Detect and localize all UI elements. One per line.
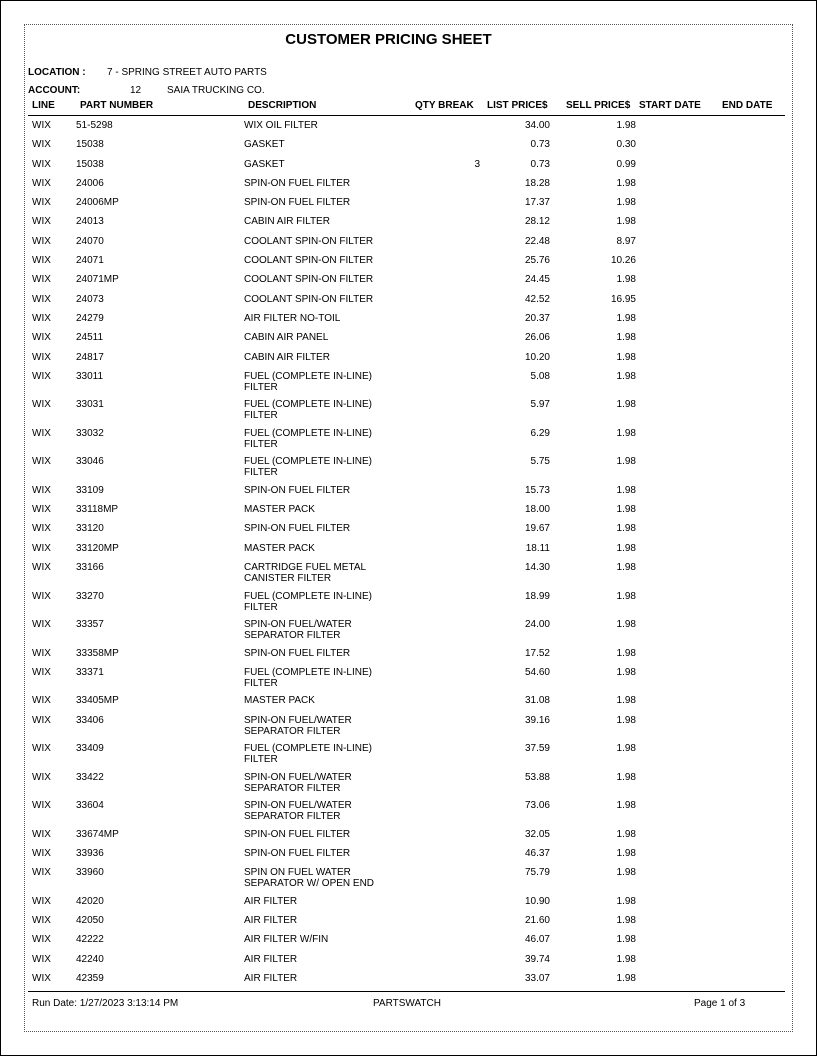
account-label: ACCOUNT:: [28, 85, 81, 96]
page-number: Page 1 of 3: [694, 998, 746, 1009]
cell-line: WIX: [32, 427, 51, 439]
cell-part-number: 33604: [76, 800, 104, 812]
cell-list-price: 32.05: [524, 828, 550, 840]
table-row: [0, 313, 817, 332]
cell-list-price: 10.90: [524, 895, 550, 907]
cell-sell-price: 16.95: [610, 293, 636, 305]
cell-list-price: 31.08: [524, 695, 550, 707]
table-row: [0, 915, 817, 934]
cell-part-number: 15038: [76, 158, 104, 170]
cell-part-number: 33046: [76, 456, 104, 468]
cell-sell-price: 1.98: [616, 504, 636, 516]
run-date: Run Date: 1/27/2023 3:13:14 PM: [32, 998, 179, 1009]
table-row: [0, 954, 817, 973]
cell-line: WIX: [32, 255, 51, 267]
cell-sell-price: 1.98: [616, 743, 636, 755]
cell-sell-price: 1.98: [616, 771, 636, 783]
cell-line: WIX: [32, 312, 51, 324]
cell-list-price: 5.75: [530, 456, 550, 468]
table-row: [0, 772, 817, 801]
table-row: [0, 619, 817, 648]
cell-description: MASTER PACK: [244, 504, 315, 516]
cell-description: FUEL (COMPLETE IN-LINE) FILTER: [244, 427, 372, 450]
cell-line: WIX: [32, 484, 51, 496]
cell-line: WIX: [32, 771, 51, 783]
table-row: [0, 428, 817, 457]
cell-line: WIX: [32, 456, 51, 468]
cell-line: WIX: [32, 293, 51, 305]
cell-line: WIX: [32, 523, 51, 535]
cell-part-number: 33405MP: [76, 695, 119, 707]
table-row: [0, 456, 817, 485]
cell-qty-break: 3: [474, 158, 480, 170]
cell-sell-price: 1.98: [616, 120, 636, 131]
cell-line: WIX: [32, 915, 51, 927]
cell-list-price: 34.00: [524, 120, 550, 131]
cell-part-number: 24071: [76, 255, 104, 267]
cell-description: WIX OIL FILTER: [244, 120, 318, 131]
cell-part-number: 24013: [76, 216, 104, 228]
cell-sell-price: 1.98: [616, 351, 636, 363]
cell-description: CABIN AIR FILTER: [244, 351, 330, 363]
cell-line: WIX: [32, 895, 51, 907]
cell-part-number: 15038: [76, 139, 104, 151]
cell-description: FUEL (COMPLETE IN-LINE) FILTER: [244, 399, 372, 422]
footer-divider: [28, 991, 785, 992]
cell-description: AIR FILTER: [244, 953, 298, 965]
cell-part-number: 51-5298: [76, 120, 113, 131]
cell-description: SPIN ON FUEL WATER SEPARATOR W/ OPEN END: [244, 867, 375, 890]
table-row: [0, 294, 817, 313]
cell-list-price: 21.60: [524, 915, 550, 927]
cell-sell-price: 1.98: [616, 666, 636, 678]
cell-sell-price: 0.30: [616, 139, 636, 151]
cell-line: WIX: [32, 695, 51, 707]
cell-description: SPIN-ON FUEL/WATER SEPARATOR FILTER: [244, 714, 352, 737]
cell-line: WIX: [32, 504, 51, 516]
cell-line: WIX: [32, 647, 51, 659]
header-divider: [28, 115, 785, 116]
cell-description: CABIN AIR PANEL: [244, 332, 329, 344]
cell-part-number: 33406: [76, 714, 104, 726]
cell-part-number: 33357: [76, 619, 104, 631]
cell-list-price: 18.11: [525, 542, 550, 554]
table-row: [0, 867, 817, 896]
cell-line: WIX: [32, 399, 51, 411]
cell-sell-price: 1.98: [616, 332, 636, 344]
cell-description: SPIN-ON FUEL/WATER SEPARATOR FILTER: [244, 771, 352, 794]
cell-line: WIX: [32, 120, 51, 131]
cell-list-price: 75.79: [524, 867, 550, 879]
col-header-end-date: END DATE: [722, 100, 773, 111]
cell-line: WIX: [32, 351, 51, 363]
cell-list-price: 22.48: [524, 235, 550, 247]
cell-line: WIX: [32, 934, 51, 946]
cell-description: COOLANT SPIN-ON FILTER: [244, 274, 374, 286]
table-row: [0, 523, 817, 542]
table-row: [0, 236, 817, 255]
cell-description: MASTER PACK: [244, 542, 315, 554]
cell-sell-price: 1.98: [616, 197, 636, 209]
cell-line: WIX: [32, 139, 51, 151]
cell-description: SPIN-ON FUEL FILTER: [244, 177, 351, 189]
table-row: [0, 255, 817, 274]
cell-sell-price: 1.98: [616, 619, 636, 631]
cell-list-price: 5.97: [530, 399, 550, 411]
location-label: LOCATION :: [28, 67, 86, 78]
cell-part-number: 33120: [76, 523, 104, 535]
cell-description: CABIN AIR FILTER: [244, 216, 330, 228]
cell-list-price: 10.20: [524, 351, 550, 363]
cell-line: WIX: [32, 590, 51, 602]
cell-sell-price: 1.98: [616, 590, 636, 602]
cell-list-price: 5.08: [530, 370, 550, 382]
cell-list-price: 17.52: [524, 647, 550, 659]
table-row: [0, 485, 817, 504]
cell-part-number: 33936: [76, 847, 104, 859]
cell-list-price: 14.30: [524, 562, 550, 574]
cell-line: WIX: [32, 953, 51, 965]
cell-description: FUEL (COMPLETE IN-LINE) FILTER: [244, 590, 372, 613]
cell-part-number: 33422: [76, 771, 104, 783]
table-row: [0, 159, 817, 178]
cell-sell-price: 1.98: [616, 647, 636, 659]
cell-part-number: 33011: [76, 370, 104, 382]
cell-list-price: 20.37: [524, 312, 550, 324]
cell-list-price: 24.45: [524, 274, 550, 286]
cell-description: SPIN-ON FUEL FILTER: [244, 828, 351, 840]
cell-list-price: 73.06: [524, 800, 550, 812]
cell-line: WIX: [32, 800, 51, 812]
cell-list-price: 53.88: [524, 771, 550, 783]
cell-list-price: 18.00: [524, 504, 550, 516]
account-name: SAIA TRUCKING CO.: [167, 85, 265, 96]
table-row: [0, 371, 817, 400]
cell-line: WIX: [32, 216, 51, 228]
table-row: [0, 216, 817, 235]
table-row: [0, 591, 817, 620]
table-row: [0, 197, 817, 216]
cell-part-number: 42240: [76, 953, 104, 965]
footer-center-label: PARTSWATCH: [373, 998, 441, 1009]
table-row: [0, 829, 817, 848]
cell-line: WIX: [32, 274, 51, 286]
table-row: [0, 667, 817, 696]
report-title: CUSTOMER PRICING SHEET: [285, 31, 492, 48]
col-header-sell-price: SELL PRICE$: [566, 100, 631, 111]
cell-sell-price: 1.98: [616, 972, 636, 984]
cell-part-number: 42359: [76, 972, 104, 984]
cell-list-price: 25.76: [524, 255, 550, 267]
cell-description: AIR FILTER: [244, 972, 298, 984]
cell-sell-price: 1.98: [616, 456, 636, 468]
cell-list-price: 28.12: [524, 216, 550, 228]
cell-description: CARTRIDGE FUEL METAL CANISTER FILTER: [244, 562, 366, 585]
cell-part-number: 24511: [76, 332, 104, 344]
col-header-qty-break: QTY BREAK: [415, 100, 474, 111]
cell-part-number: 33120MP: [76, 542, 119, 554]
cell-part-number: 42222: [76, 934, 104, 946]
cell-list-price: 26.06: [524, 332, 550, 344]
cell-sell-price: 1.98: [616, 399, 636, 411]
cell-description: FUEL (COMPLETE IN-LINE) FILTER: [244, 370, 372, 393]
cell-sell-price: 1.98: [616, 800, 636, 812]
cell-sell-price: 1.98: [616, 847, 636, 859]
cell-part-number: 33674MP: [76, 828, 119, 840]
table-row: [0, 848, 817, 867]
cell-part-number: 42050: [76, 915, 104, 927]
cell-sell-price: 1.98: [616, 542, 636, 554]
col-header-list-price: LIST PRICE$: [487, 100, 548, 111]
cell-sell-price: 1.98: [616, 695, 636, 707]
cell-line: WIX: [32, 370, 51, 382]
cell-list-price: 6.29: [530, 427, 550, 439]
cell-sell-price: 1.98: [616, 867, 636, 879]
cell-description: GASKET: [244, 158, 285, 170]
cell-part-number: 24006: [76, 177, 104, 189]
cell-sell-price: 8.97: [616, 235, 636, 247]
cell-line: WIX: [32, 714, 51, 726]
cell-line: WIX: [32, 332, 51, 344]
cell-part-number: 33358MP: [76, 647, 119, 659]
cell-list-price: 0.73: [530, 139, 550, 151]
cell-description: FUEL (COMPLETE IN-LINE) FILTER: [244, 456, 372, 479]
cell-part-number: 42020: [76, 895, 104, 907]
cell-sell-price: 1.98: [616, 484, 636, 496]
table-row: [0, 504, 817, 523]
cell-part-number: 33031: [76, 399, 104, 411]
cell-part-number: 33270: [76, 590, 104, 602]
cell-part-number: 33166: [76, 562, 104, 574]
col-header-description: DESCRIPTION: [248, 100, 317, 111]
cell-sell-price: 1.98: [616, 895, 636, 907]
col-header-part-number: PART NUMBER: [80, 100, 154, 111]
cell-list-price: 39.74: [524, 953, 550, 965]
cell-part-number: 24073: [76, 293, 104, 305]
table-row: [0, 332, 817, 351]
cell-line: WIX: [32, 867, 51, 879]
cell-description: FUEL (COMPLETE IN-LINE) FILTER: [244, 743, 372, 766]
table-row: [0, 562, 817, 591]
table-row: [0, 139, 817, 158]
cell-list-price: 18.28: [524, 177, 550, 189]
cell-part-number: 24817: [76, 351, 104, 363]
cell-part-number: 24279: [76, 312, 104, 324]
cell-list-price: 0.73: [530, 158, 550, 170]
cell-sell-price: 1.98: [616, 274, 636, 286]
cell-description: FUEL (COMPLETE IN-LINE) FILTER: [244, 666, 372, 689]
table-row: [0, 120, 817, 139]
cell-description: COOLANT SPIN-ON FILTER: [244, 255, 374, 267]
cell-list-price: 46.07: [524, 934, 550, 946]
cell-sell-price: 1.98: [616, 370, 636, 382]
cell-list-price: 42.52: [524, 293, 550, 305]
cell-list-price: 19.67: [524, 523, 550, 535]
cell-part-number: 33032: [76, 427, 104, 439]
table-row: [0, 896, 817, 915]
table-row: [0, 178, 817, 197]
cell-list-price: 18.99: [524, 590, 550, 602]
cell-sell-price: 0.99: [616, 158, 636, 170]
cell-description: SPIN-ON FUEL FILTER: [244, 847, 351, 859]
table-row: [0, 352, 817, 371]
location-value: 7 - SPRING STREET AUTO PARTS: [107, 67, 267, 78]
pricing-table-body: [0, 120, 817, 992]
cell-sell-price: 1.98: [616, 934, 636, 946]
cell-description: AIR FILTER W/FIN: [244, 934, 329, 946]
account-number: 12: [130, 85, 142, 96]
cell-list-price: 46.37: [524, 847, 550, 859]
cell-description: COOLANT SPIN-ON FILTER: [244, 293, 374, 305]
cell-sell-price: 1.98: [616, 915, 636, 927]
table-row: [0, 743, 817, 772]
cell-description: AIR FILTER: [244, 915, 298, 927]
table-row: [0, 934, 817, 953]
table-row: [0, 543, 817, 562]
cell-description: SPIN-ON FUEL FILTER: [244, 647, 351, 659]
cell-part-number: 33109: [76, 484, 104, 496]
table-row: [0, 648, 817, 667]
cell-sell-price: 1.98: [616, 523, 636, 535]
cell-description: SPIN-ON FUEL FILTER: [244, 197, 351, 209]
cell-part-number: 33960: [76, 867, 104, 879]
cell-description: COOLANT SPIN-ON FILTER: [244, 235, 374, 247]
cell-list-price: 17.37: [524, 197, 550, 209]
cell-sell-price: 1.98: [616, 714, 636, 726]
cell-part-number: 33118MP: [76, 504, 119, 516]
cell-list-price: 39.16: [524, 714, 550, 726]
cell-list-price: 24.00: [524, 619, 550, 631]
cell-part-number: 24006MP: [76, 197, 119, 209]
cell-line: WIX: [32, 158, 51, 170]
cell-part-number: 24071MP: [76, 274, 119, 286]
cell-sell-price: 1.98: [616, 427, 636, 439]
cell-description: SPIN-ON FUEL FILTER: [244, 523, 351, 535]
cell-line: WIX: [32, 619, 51, 631]
cell-line: WIX: [32, 197, 51, 209]
cell-line: WIX: [32, 177, 51, 189]
cell-part-number: 24070: [76, 235, 104, 247]
cell-line: WIX: [32, 743, 51, 755]
cell-list-price: 15.73: [524, 484, 550, 496]
cell-description: GASKET: [244, 139, 285, 151]
cell-line: WIX: [32, 828, 51, 840]
cell-sell-price: 1.98: [616, 216, 636, 228]
cell-list-price: 33.07: [524, 972, 550, 984]
cell-part-number: 33409: [76, 743, 104, 755]
cell-line: WIX: [32, 972, 51, 984]
cell-description: SPIN-ON FUEL FILTER: [244, 484, 351, 496]
cell-description: AIR FILTER: [244, 895, 298, 907]
cell-sell-price: 1.98: [616, 562, 636, 574]
col-header-start-date: START DATE: [639, 100, 701, 111]
table-row: [0, 800, 817, 829]
cell-sell-price: 1.98: [616, 953, 636, 965]
cell-part-number: 33371: [76, 666, 104, 678]
table-row: [0, 399, 817, 428]
table-row: [0, 274, 817, 293]
cell-list-price: 37.59: [524, 743, 550, 755]
cell-description: AIR FILTER NO-TOIL: [244, 312, 341, 324]
cell-line: WIX: [32, 666, 51, 678]
table-row: [0, 715, 817, 744]
col-header-line: LINE: [32, 100, 55, 111]
cell-description: SPIN-ON FUEL/WATER SEPARATOR FILTER: [244, 800, 352, 823]
cell-sell-price: 1.98: [616, 828, 636, 840]
cell-line: WIX: [32, 235, 51, 247]
table-row: [0, 973, 817, 992]
cell-description: MASTER PACK: [244, 695, 315, 707]
cell-sell-price: 1.98: [616, 177, 636, 189]
cell-line: WIX: [32, 562, 51, 574]
cell-line: WIX: [32, 542, 51, 554]
cell-line: WIX: [32, 847, 51, 859]
cell-list-price: 54.60: [524, 666, 550, 678]
cell-sell-price: 10.26: [610, 255, 636, 267]
table-row: [0, 695, 817, 714]
cell-sell-price: 1.98: [616, 312, 636, 324]
cell-description: SPIN-ON FUEL/WATER SEPARATOR FILTER: [244, 619, 352, 642]
